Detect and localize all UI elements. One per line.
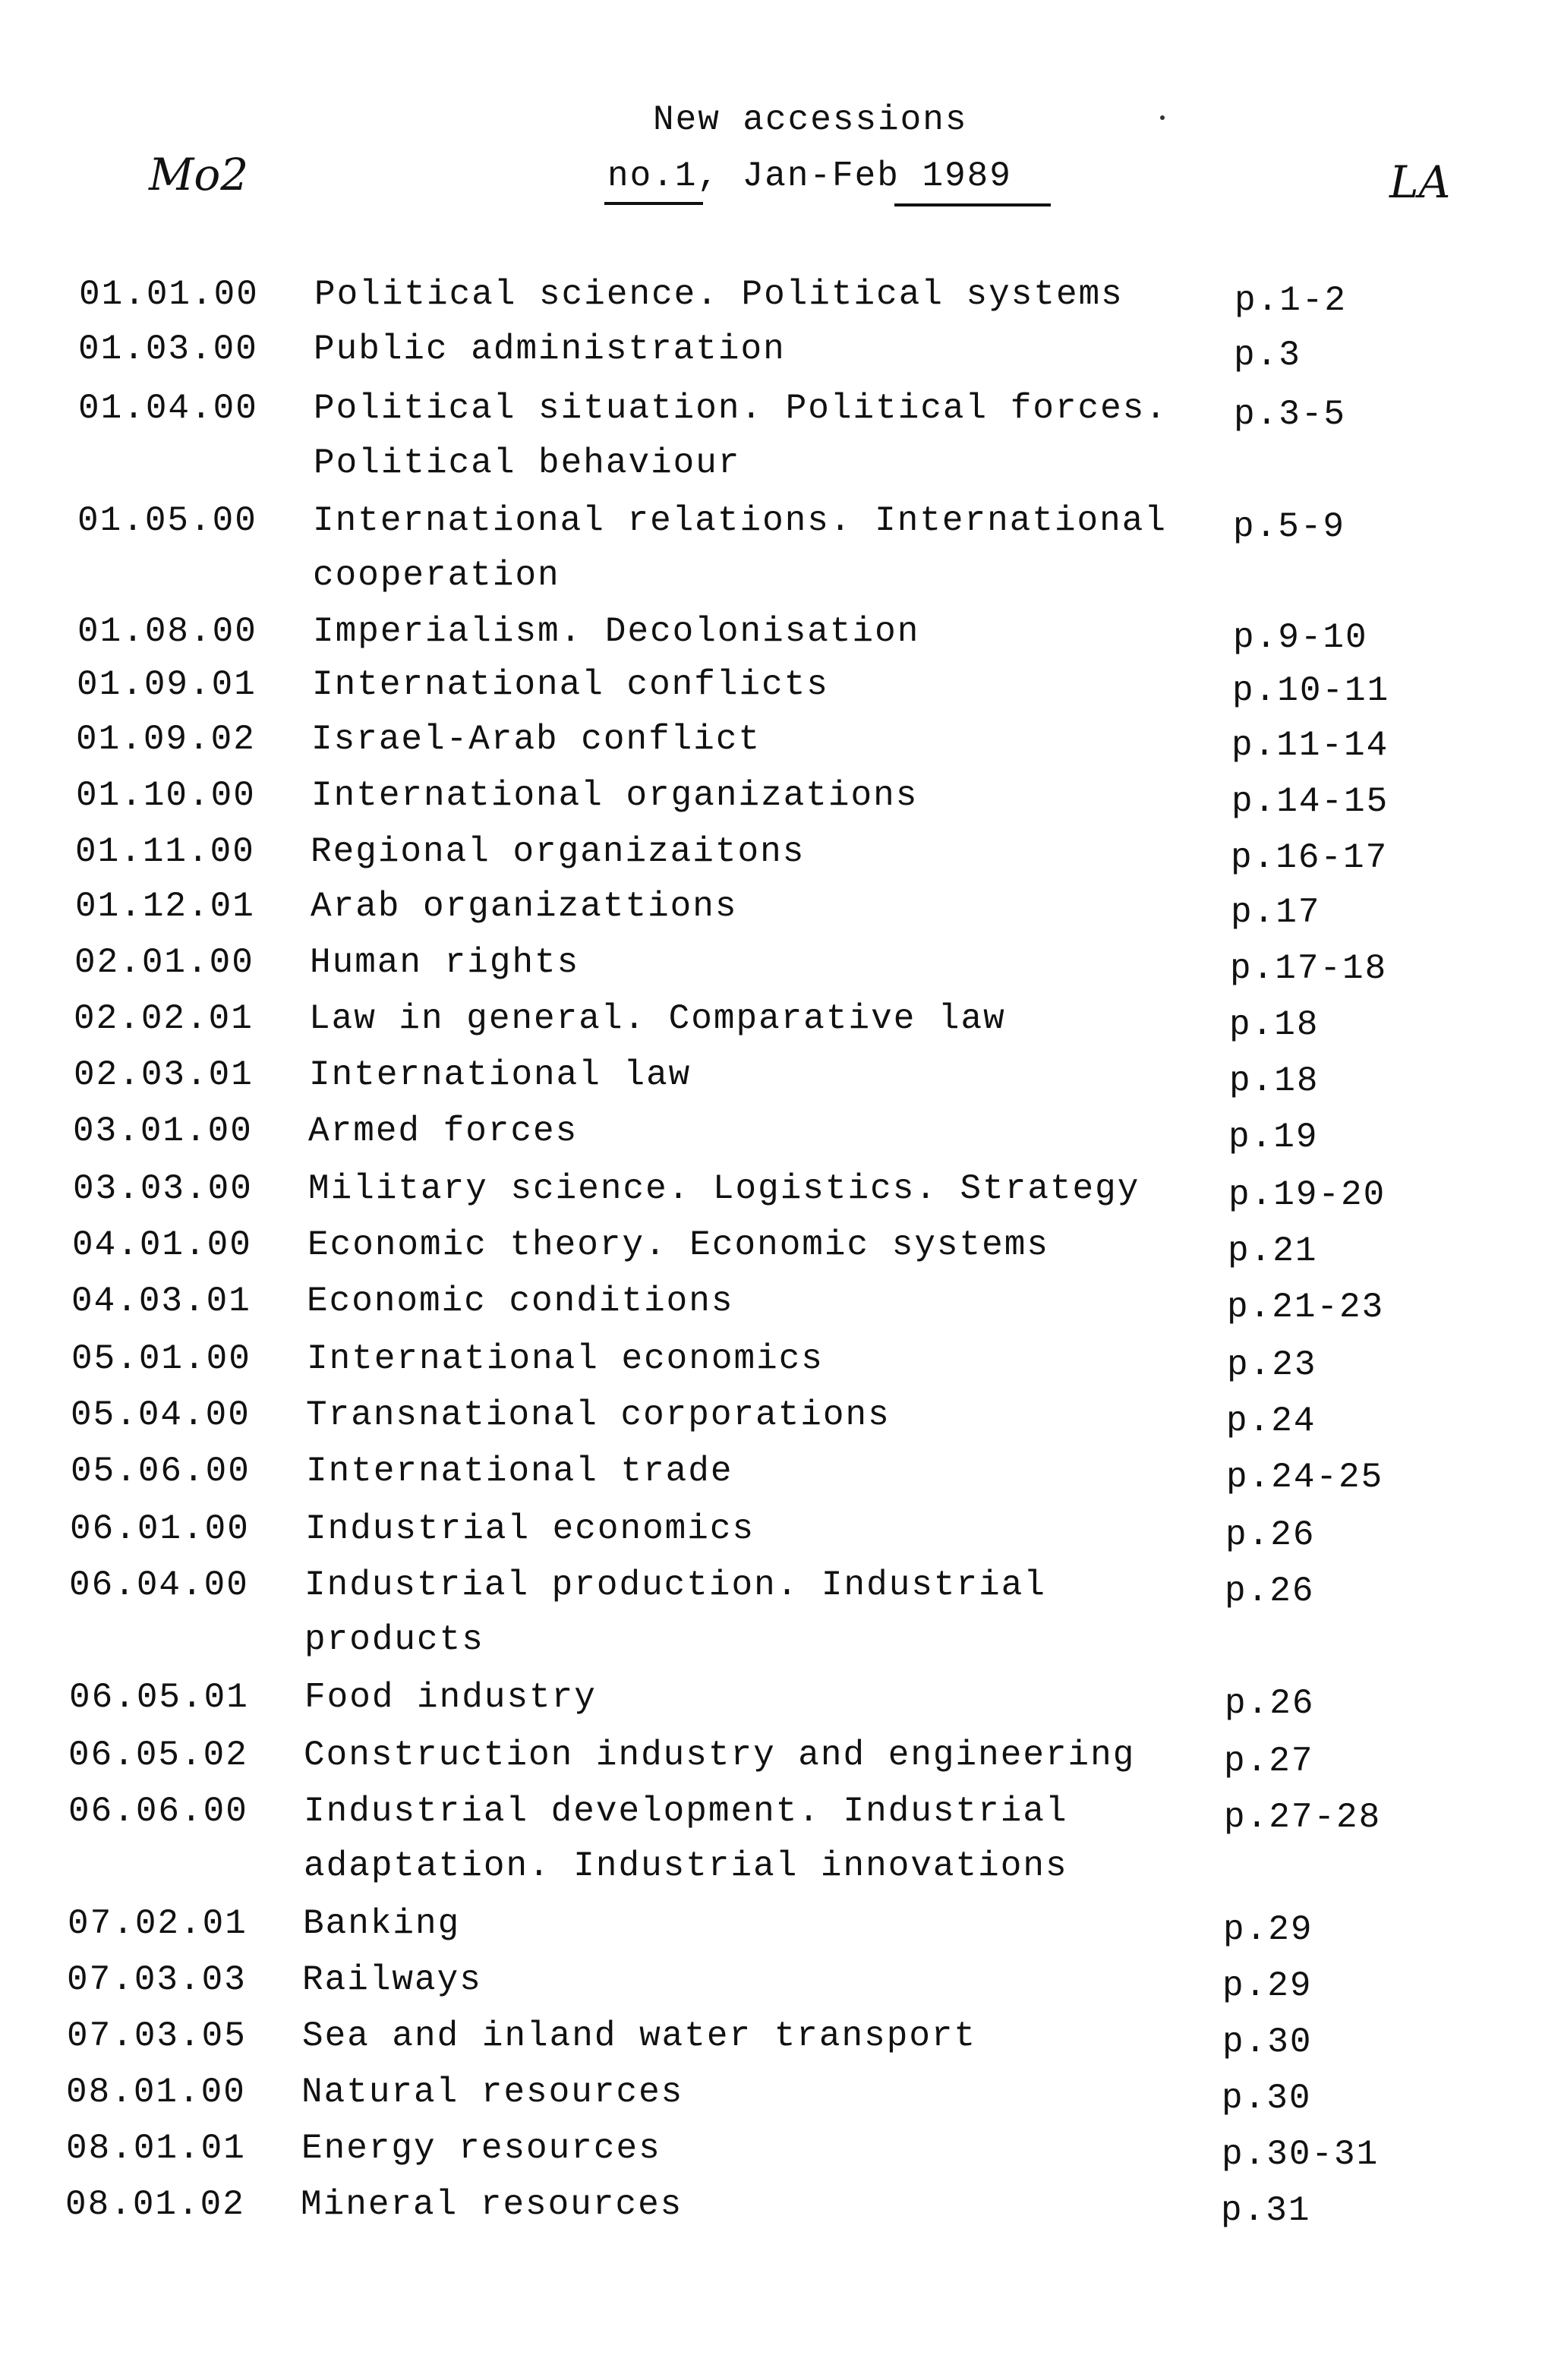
handwritten-mark-right: LA — [1389, 156, 1451, 208]
entry-code: 08.01.02 — [65, 2185, 245, 2224]
entry-topic: Industrial production. Industrial products — [304, 1565, 1046, 1660]
entry-pages: p.30-31 — [1222, 2135, 1380, 2174]
entry-pages: p.29 — [1222, 1966, 1313, 2006]
entry-topic: International conflicts — [312, 665, 829, 705]
entry-topic: Law in general. Comparative law — [309, 999, 1006, 1039]
entry-topic: International relations. International cooperation — [313, 501, 1167, 595]
entry-pages: p.5-9 — [1233, 507, 1346, 547]
entry-pages: p.3 — [1234, 336, 1301, 375]
entry-topic: Economic conditions — [307, 1281, 734, 1321]
entry-pages: p.24-25 — [1226, 1458, 1384, 1497]
entry-pages: p.17-18 — [1230, 949, 1388, 988]
entry-topic: Energy resources — [301, 2129, 661, 2168]
entry-code: 03.03.00 — [73, 1169, 253, 1209]
entry-code: 08.01.00 — [66, 2073, 246, 2112]
entry-pages: p.9-10 — [1233, 618, 1368, 657]
entry-code: 07.02.01 — [68, 1904, 248, 1943]
entry-pages: p.21 — [1228, 1231, 1318, 1271]
entry-pages: p.24 — [1226, 1401, 1317, 1441]
entry-code: 01.09.01 — [77, 665, 257, 705]
entry-code: 07.03.03 — [67, 1960, 247, 2000]
entry-topic: Imperialism. Decolonisation — [313, 612, 920, 651]
entry-topic: Sea and inland water transport — [302, 2016, 977, 2056]
entry-topic: International law — [309, 1055, 692, 1095]
entry-pages: p.21-23 — [1227, 1288, 1385, 1327]
entry-topic: International organizations — [311, 776, 919, 815]
entry-code: 01.09.02 — [76, 720, 256, 759]
entry-pages: p.19-20 — [1228, 1175, 1386, 1215]
entry-pages: p.18 — [1229, 1005, 1320, 1045]
entry-code: 01.04.00 — [78, 389, 258, 428]
entry-pages: p.31 — [1221, 2191, 1311, 2230]
entry-code: 05.01.00 — [71, 1339, 251, 1379]
entry-topic: Transnational corporations — [306, 1395, 891, 1435]
entry-topic: Food industry — [304, 1678, 597, 1717]
entry-code: 02.03.01 — [74, 1055, 254, 1095]
entry-pages: p.30 — [1222, 2079, 1312, 2118]
entry-topic: Military science. Logistics. Strategy — [308, 1169, 1140, 1209]
entry-code: 02.01.00 — [74, 943, 254, 982]
entry-code: 01.10.00 — [76, 776, 256, 815]
entry-pages: p.26 — [1225, 1684, 1315, 1723]
handwritten-mark-left: Mo2 — [149, 149, 249, 200]
entry-code: 07.03.05 — [67, 2016, 247, 2056]
entry-pages: p.18 — [1229, 1061, 1320, 1101]
entry-pages: p.10-11 — [1232, 671, 1390, 711]
entry-code: 01.11.00 — [75, 832, 255, 872]
entry-pages: p.3-5 — [1234, 395, 1347, 434]
entry-code: 05.06.00 — [71, 1452, 251, 1491]
entry-code: 01.08.00 — [77, 612, 257, 651]
entry-code: 01.05.00 — [77, 501, 257, 541]
entry-code: 04.03.01 — [71, 1281, 251, 1321]
entry-topic: Public administration — [314, 329, 786, 369]
issue-subtitle: no.1, Jan-Feb 1989 — [607, 156, 1012, 196]
entry-topic: Banking — [303, 1904, 461, 1943]
entry-pages: p.17 — [1231, 893, 1321, 932]
entry-topic: Industrial economics — [305, 1509, 755, 1549]
entry-code: 06.05.01 — [69, 1678, 249, 1717]
entry-topic: Construction industry and engineering — [304, 1735, 1136, 1775]
entry-topic: Israel-Arab conflict — [311, 720, 762, 759]
entry-code: 01.12.01 — [75, 887, 255, 926]
entry-code: 01.01.00 — [79, 275, 259, 314]
underline-left — [604, 202, 703, 205]
entry-code: 06.04.00 — [69, 1565, 249, 1605]
entry-code: 04.01.00 — [72, 1225, 252, 1265]
entry-code: 06.06.00 — [68, 1792, 248, 1831]
entry-topic: Human rights — [310, 943, 580, 982]
entry-pages: p.1-2 — [1235, 281, 1348, 320]
page-title: New accessions — [653, 100, 968, 140]
entry-topic: Arab organizattions — [311, 887, 738, 926]
entry-pages: p.14-15 — [1231, 782, 1389, 821]
speck-mark — [1160, 115, 1165, 120]
entry-code: 08.01.01 — [66, 2129, 246, 2168]
entry-code: 01.03.00 — [78, 329, 258, 369]
entry-pages: p.29 — [1223, 1910, 1313, 1950]
entry-code: 06.01.00 — [70, 1509, 250, 1549]
entry-topic: Industrial development. Industrial adaptation. Industrial innovations — [304, 1792, 1068, 1886]
entry-code: 02.02.01 — [74, 999, 254, 1039]
entry-topic: International economics — [307, 1339, 824, 1379]
entry-topic: Regional organizaitons — [311, 832, 806, 872]
entry-pages: p.27-28 — [1224, 1798, 1382, 1837]
entry-pages: p.11-14 — [1231, 726, 1389, 765]
entry-topic: Economic theory. Economic systems — [307, 1225, 1049, 1265]
entry-code: 05.04.00 — [71, 1395, 251, 1435]
entry-pages: p.26 — [1225, 1571, 1315, 1611]
entry-pages: p.19 — [1228, 1117, 1319, 1157]
entry-topic: Political science. Political systems — [314, 275, 1124, 314]
entry-topic: International trade — [306, 1452, 733, 1491]
entry-pages: p.23 — [1227, 1345, 1317, 1385]
entry-topic: Mineral resources — [301, 2185, 683, 2224]
entry-topic: Railways — [302, 1960, 482, 2000]
entry-pages: p.30 — [1222, 2022, 1313, 2062]
entry-code: 06.05.02 — [68, 1735, 248, 1775]
entry-topic: Natural resources — [301, 2073, 684, 2112]
entry-pages: p.16-17 — [1231, 838, 1389, 878]
entry-code: 03.01.00 — [73, 1111, 253, 1151]
underline-right — [894, 203, 1051, 206]
entry-topic: Armed forces — [308, 1111, 579, 1151]
entry-pages: p.26 — [1225, 1515, 1316, 1555]
entry-pages: p.27 — [1224, 1742, 1314, 1781]
entry-topic: Political situation. Political forces. Political behaviour — [314, 389, 1168, 483]
